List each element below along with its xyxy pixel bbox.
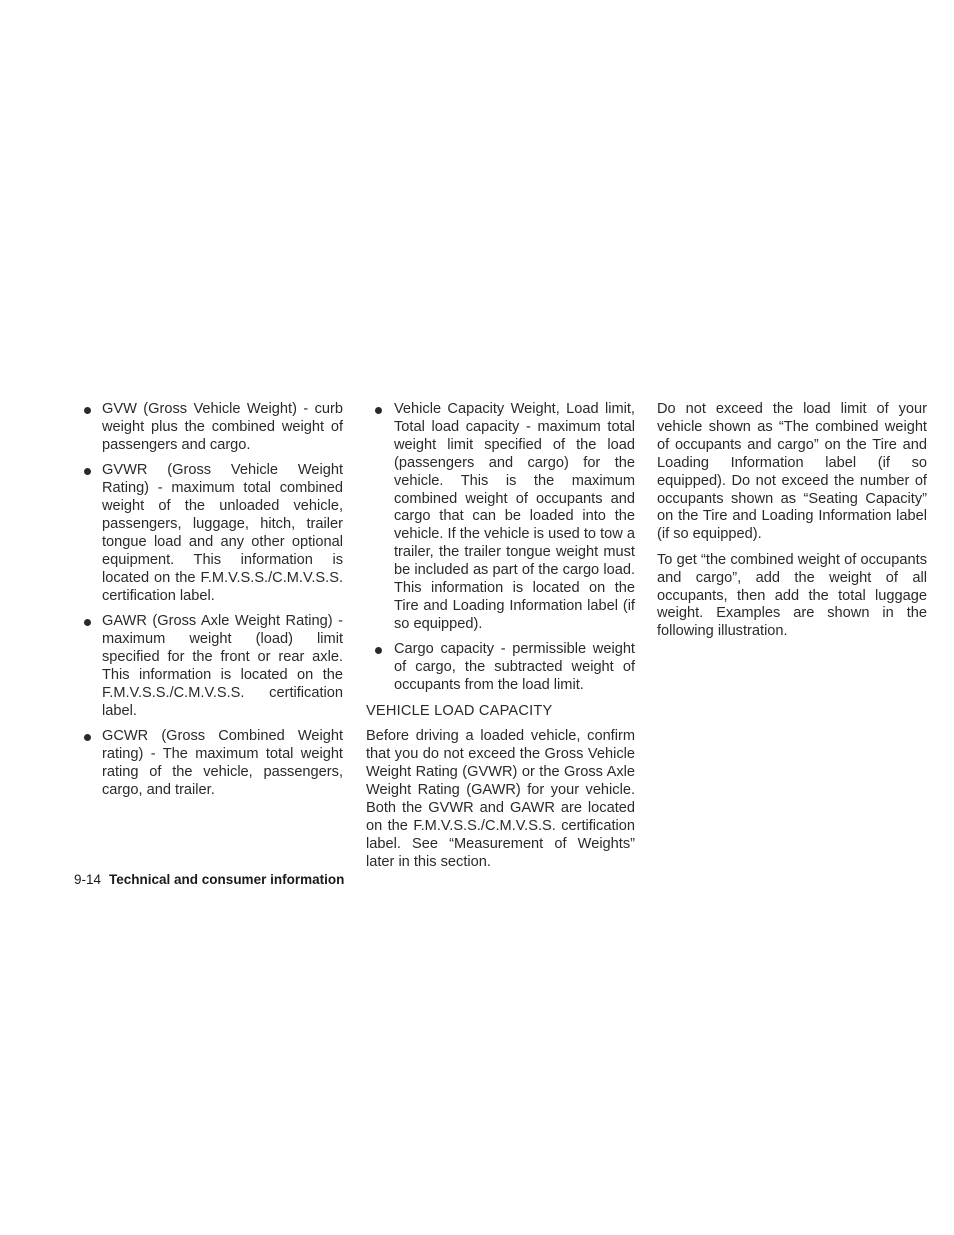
page-number: 9-14 — [74, 872, 102, 887]
combined-weight-paragraph: To get “the combined weight of occupants and cargo”, add the weight of all occupants, then add the total luggage weight. Examples are shown in the following illustration. — [657, 551, 927, 640]
column-3 — [657, 401, 927, 649]
list-item-gawr: GAWR (Gross Axle Weight Rating) - maximum weight (load) limit specified for the front or rear axle. This information is located on the F.M.V.S.S./C.M.V.S.S. certification label. — [80, 613, 343, 720]
list-item-gvwr: GVWR (Gross Vehicle Weight Rating) - maximum total combined weight of the unloaded vehicle, passengers, luggage, hitch, trailer tongue load and any other optional equipment. This information is located on the F.M.V.S.S./C.M.V.S.S. certification label. — [80, 462, 343, 605]
page-footer — [74, 872, 344, 887]
load-limit-paragraph: Do not exceed the load limit of your vehicle shown as “The combined weight of occupants and cargo” on the Tire and Loading Information label (if so equipped). Do not exceed the number of occupants shown as “Seating Capacity” on the Tire and Loading Information label (if so equipped). — [657, 401, 927, 543]
capacity-definitions-list — [366, 401, 635, 695]
weight-definitions-list — [80, 401, 343, 800]
list-item-vehicle-capacity-weight: Vehicle Capacity Weight, Load limit, Total load capacity - maximum total weight limit specified of the load (passengers and cargo) for the vehicle. This is the maximum combined weight of occupants and cargo that can be loaded into the vehicle. If the vehicle is used to tow a trailer, the trailer tongue weight must be included as part of the cargo load. This information is located on the Tire and Loading Information label (if so equipped). — [366, 401, 635, 634]
column-1 — [80, 401, 343, 807]
section-heading: VEHICLE LOAD CAPACITY — [366, 702, 553, 719]
column-2 — [366, 401, 635, 879]
vehicle-load-capacity-paragraph: Before driving a loaded vehicle, confirm that you do not exceed the Gross Vehicle Weight Rating (GVWR) or the Gross Axle Weight Rating (GAWR) for your vehicle. Both the GVWR and GAWR are located on the F.M.V.S.S./C.M.V.S.S. certification label. See “Measurement of Weights” later in this section. — [366, 728, 635, 870]
list-item-gvw: GVW (Gross Vehicle Weight) - curb weight plus the combined weight of passengers and cargo. — [80, 401, 343, 455]
section-title: Technical and consumer information — [109, 872, 345, 887]
list-item-cargo-capacity: Cargo capacity - permissible weight of cargo, the subtracted weight of occupants from the load limit. — [366, 641, 635, 695]
list-item-gcwr: GCWR (Gross Combined Weight rating) - The maximum total weight rating of the vehicle, passengers, cargo, and trailer. — [80, 728, 343, 800]
